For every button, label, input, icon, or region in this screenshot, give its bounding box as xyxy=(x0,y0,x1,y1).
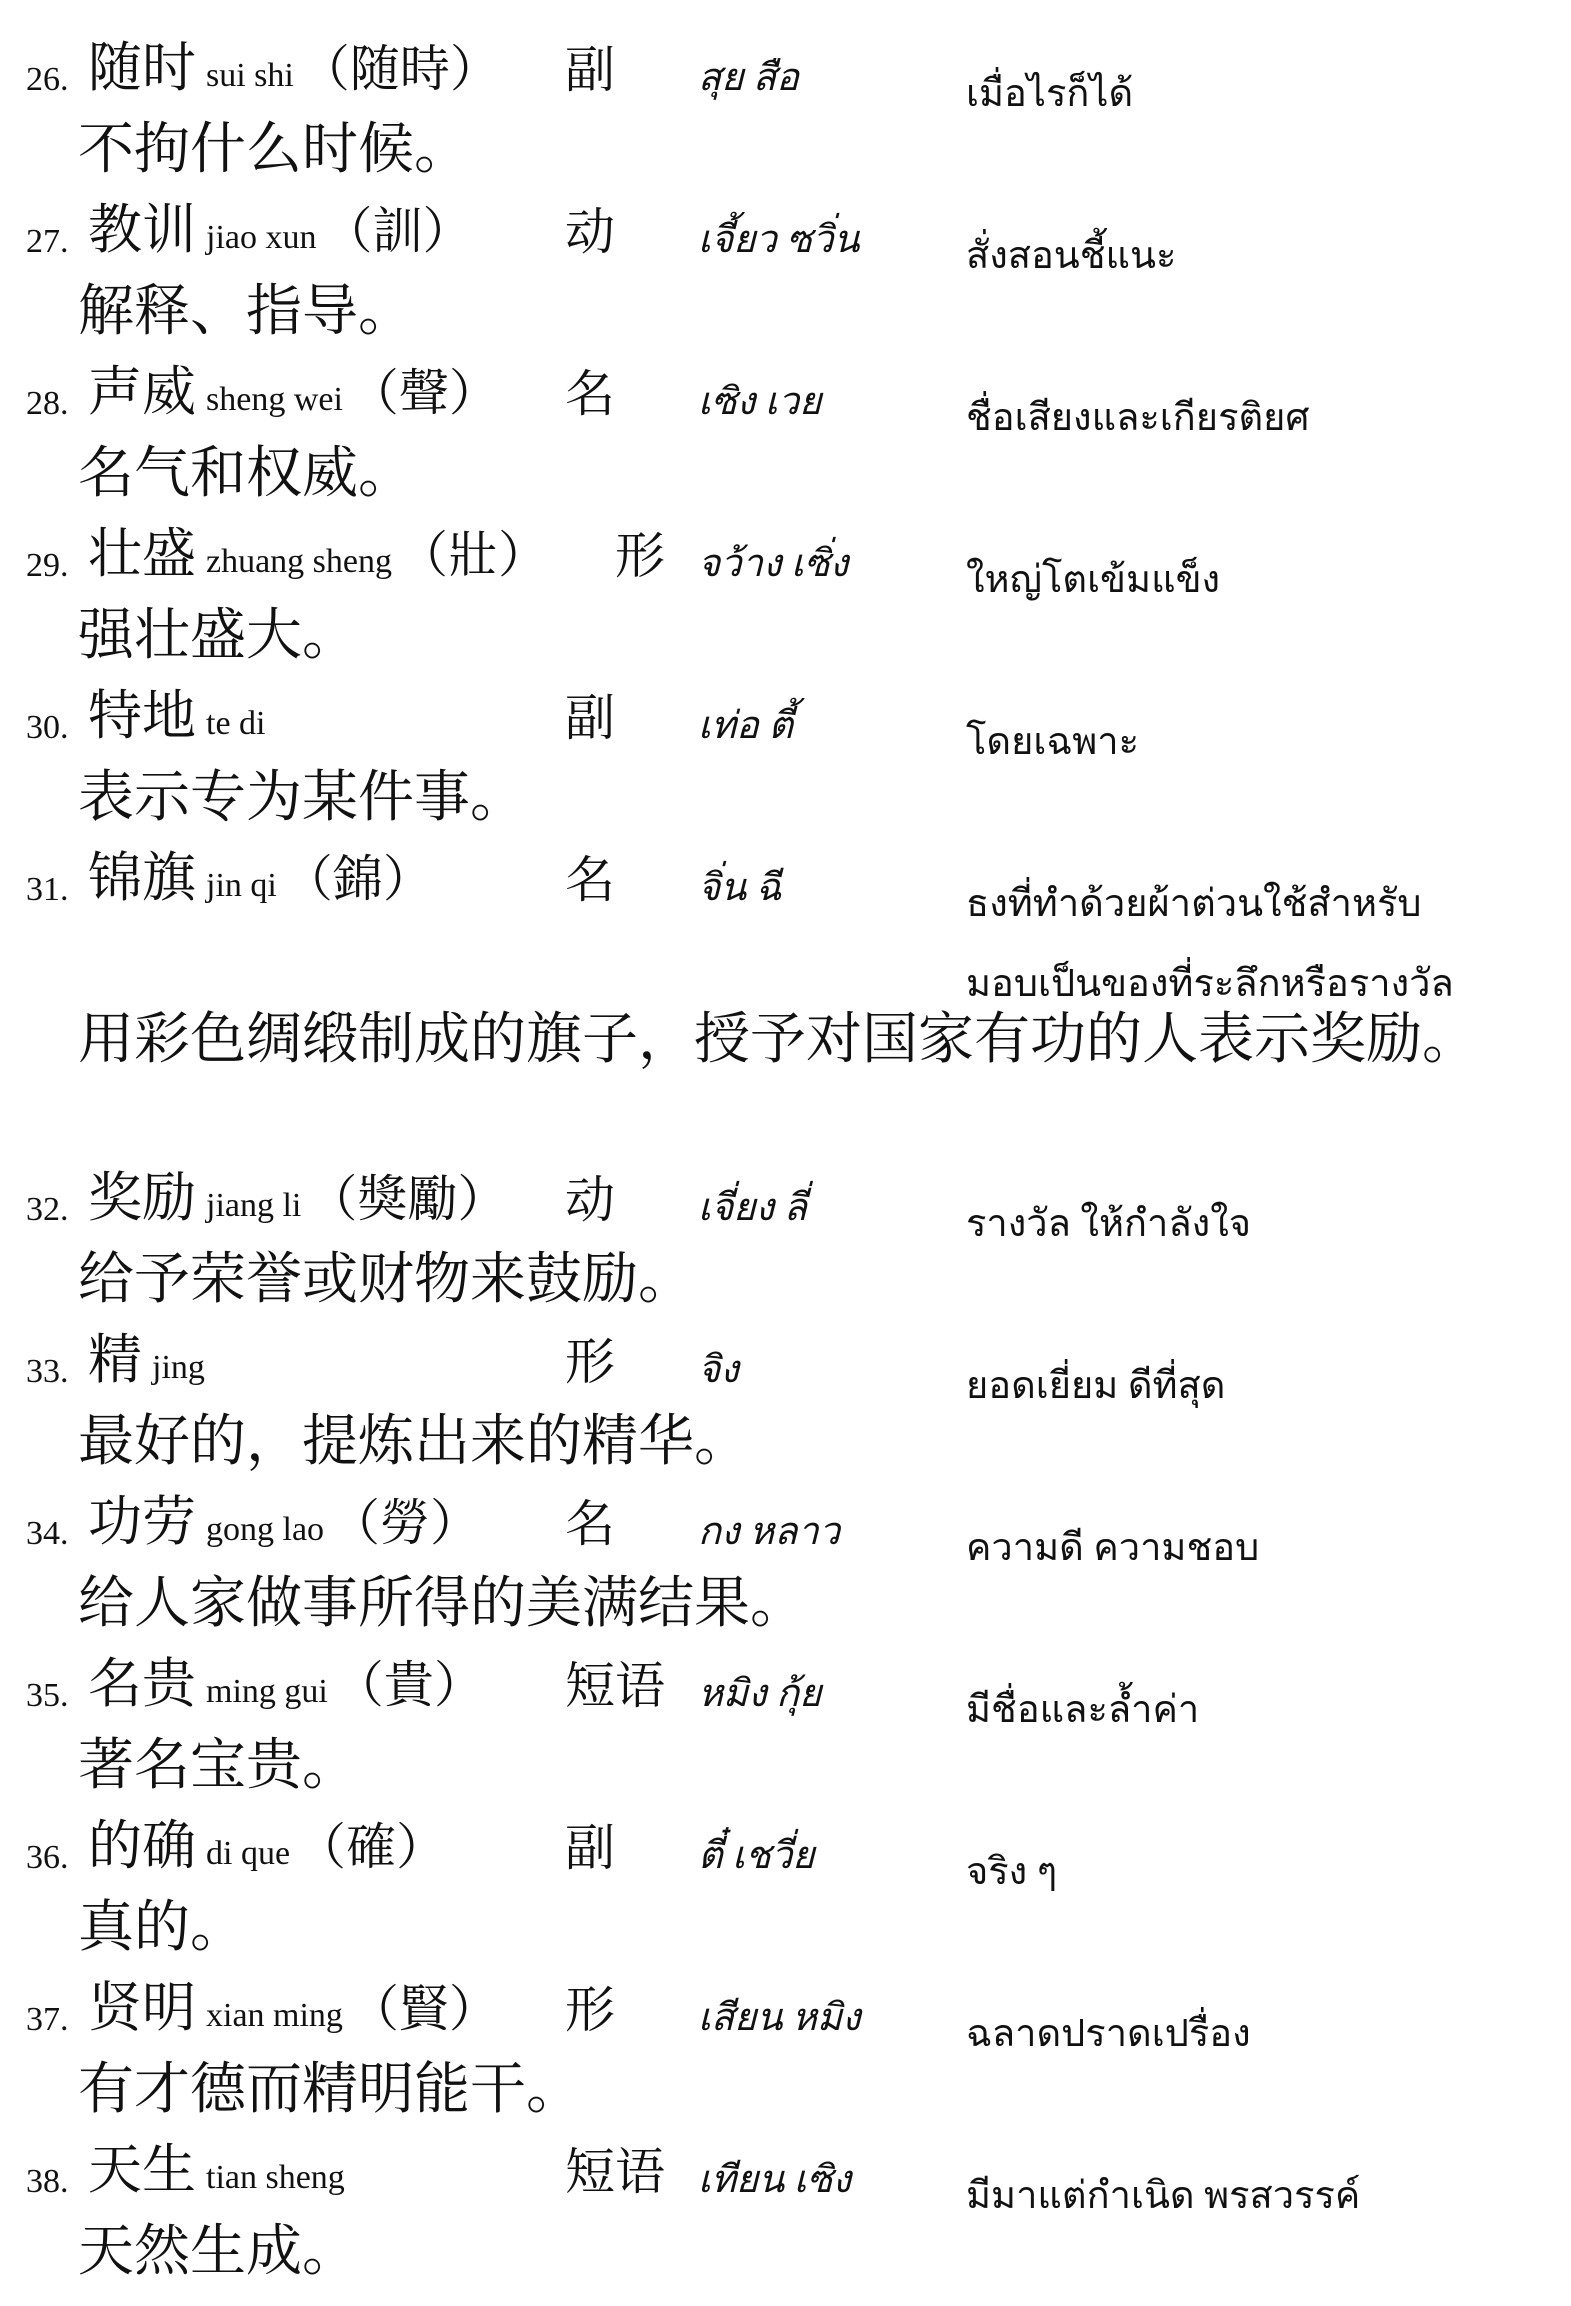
pinyin: zhuang sheng xyxy=(206,543,393,580)
headword xyxy=(88,36,500,108)
entry-37 xyxy=(0,1970,1571,2130)
thai-pronunciation: กง หลาว xyxy=(698,1511,841,1553)
entry-number: 28. xyxy=(26,385,69,422)
headword-text: 功劳 xyxy=(88,1490,196,1553)
entry-number: 30. xyxy=(26,709,69,746)
thai-meaning: จริง ๆ xyxy=(966,1851,1058,1893)
thai-pronunciation: เจี้ยว ซวิ่น xyxy=(698,219,860,261)
entry-32 xyxy=(0,1160,1571,1320)
pinyin: tian sheng xyxy=(206,2159,345,2196)
thai-pronunciation: สุย สือ xyxy=(698,57,799,99)
entry-36 xyxy=(0,1808,1571,1968)
entry-31 xyxy=(0,840,1571,1080)
entry-number: 34. xyxy=(26,1515,69,1552)
thai-meaning: ชื่อเสียงและเกียรติยศ xyxy=(966,397,1310,439)
entry-number: 29. xyxy=(26,547,69,584)
entry-35 xyxy=(0,1646,1571,1806)
entry-34 xyxy=(0,1484,1571,1644)
traditional-form: （勞） xyxy=(330,1494,481,1552)
headword-text: 随时 xyxy=(88,36,196,99)
headword-text: 特地 xyxy=(88,684,196,747)
pinyin: di que xyxy=(206,1835,291,1872)
part-of-speech: 名 xyxy=(565,365,615,423)
part-of-speech: 动 xyxy=(565,1171,615,1229)
headword xyxy=(88,1490,480,1562)
entry-number: 27. xyxy=(26,223,69,260)
entry-26 xyxy=(0,30,1571,190)
thai-pronunciation: เซิง เวย xyxy=(698,381,822,423)
thai-meaning: โดยเฉพาะ xyxy=(966,721,1140,763)
entry-head xyxy=(0,1484,1571,1569)
headword-text: 名贵 xyxy=(88,1652,196,1715)
headword xyxy=(88,846,433,918)
entry-head xyxy=(0,1808,1571,1893)
entry-head xyxy=(0,1646,1571,1731)
definition: 不拘什么时候。 xyxy=(78,117,470,182)
headword-text: 的确 xyxy=(88,1814,196,1877)
traditional-form: （聲） xyxy=(348,364,499,422)
headword xyxy=(88,360,499,432)
pinyin: jing xyxy=(152,1349,205,1386)
traditional-form: （随時） xyxy=(299,40,500,98)
definition: 天然生成。 xyxy=(78,2219,358,2284)
entry-30 xyxy=(0,678,1571,838)
thai-meaning: ยอดเยี่ยม ดีที่สุด xyxy=(966,1365,1226,1407)
thai-pronunciation: จว้าง เซิ่ง xyxy=(698,543,849,585)
pinyin: te di xyxy=(206,705,266,742)
thai-meaning: มีมาแต่กำเนิด พรสวรรค์ xyxy=(966,2175,1361,2217)
entry-head xyxy=(0,30,1571,115)
thai-pronunciation: จิ่น ฉี xyxy=(698,867,782,909)
entry-number: 31. xyxy=(26,871,69,908)
thai-meaning-continued: มอบเป็นของที่ระลึกหรือรางวัล xyxy=(966,963,1454,1005)
entry-head xyxy=(0,2132,1571,2217)
definition: 名气和权威。 xyxy=(78,441,414,506)
thai-pronunciation: เสียน หมิง xyxy=(698,1997,861,2039)
entry-number: 37. xyxy=(26,2001,69,2038)
definition: 真的。 xyxy=(78,1895,246,1960)
part-of-speech: 动 xyxy=(565,203,615,261)
thai-pronunciation: หมิง กุ้ย xyxy=(698,1673,822,1715)
headword-text: 壮盛 xyxy=(88,522,196,585)
headword-text: 声威 xyxy=(88,360,196,423)
part-of-speech: 副 xyxy=(565,689,615,747)
part-of-speech: 形 xyxy=(615,527,665,585)
pinyin: ming gui xyxy=(206,1673,328,1710)
entry-number: 36. xyxy=(26,1839,69,1876)
headword-text: 锦旗 xyxy=(88,846,196,909)
traditional-form: （賢） xyxy=(348,1980,499,2038)
definition: 强壮盛大。 xyxy=(78,603,358,668)
traditional-form: （訓） xyxy=(322,202,473,260)
thai-pronunciation: ตี๋ เชวี่ย xyxy=(698,1835,815,1877)
entry-head xyxy=(0,1970,1571,2055)
thai-pronunciation: เทียน เซิง xyxy=(698,2159,852,2201)
entry-head xyxy=(0,840,1571,1005)
entry-28 xyxy=(0,354,1571,514)
thai-pronunciation: จิง xyxy=(698,1349,739,1391)
entry-head xyxy=(0,192,1571,277)
definition: 给人家做事所得的美满结果。 xyxy=(78,1571,806,1636)
part-of-speech: 名 xyxy=(565,851,615,909)
entry-head xyxy=(0,678,1571,763)
headword xyxy=(88,198,472,270)
pinyin: gong lao xyxy=(206,1511,325,1548)
pinyin: sheng wei xyxy=(206,381,343,418)
entry-head xyxy=(0,354,1571,439)
headword xyxy=(88,1166,507,1238)
entry-27 xyxy=(0,192,1571,352)
thai-pronunciation: เท่อ ตี้ xyxy=(698,705,794,747)
headword xyxy=(88,1976,499,2048)
thai-meaning: มีชื่อและล้ำค่า xyxy=(966,1689,1200,1731)
part-of-speech: 形 xyxy=(565,1333,615,1391)
thai-meaning: ใหญ่โตเข้มแข็ง xyxy=(966,559,1221,601)
pinyin: jin qi xyxy=(206,867,277,904)
entry-38 xyxy=(0,2132,1571,2292)
thai-meaning: ธงที่ทำด้วยผ้าต่วนใช้สำหรับ xyxy=(966,883,1422,925)
traditional-form: （確） xyxy=(296,1818,447,1876)
definition: 解释、指导。 xyxy=(78,279,414,344)
entry-number: 26. xyxy=(26,61,69,98)
headword-text: 教训 xyxy=(88,198,196,261)
thai-meaning: สั่งสอนชี้แนะ xyxy=(966,235,1177,277)
part-of-speech: 形 xyxy=(565,1981,615,2039)
traditional-form: （錦） xyxy=(282,850,433,908)
definition: 表示专为某件事。 xyxy=(78,765,526,830)
traditional-form: （獎勵） xyxy=(307,1170,508,1228)
traditional-form: （貴） xyxy=(333,1656,484,1714)
traditional-form: （壯） xyxy=(398,526,549,584)
definition: 有才德而精明能干。 xyxy=(78,2057,582,2122)
entry-29 xyxy=(0,516,1571,676)
entry-head xyxy=(0,516,1571,601)
headword-text: 贤明 xyxy=(88,1976,196,2039)
part-of-speech: 短语 xyxy=(565,2143,665,2201)
headword xyxy=(88,2138,351,2210)
thai-meaning: เมื่อไรก็ได้ xyxy=(966,73,1134,115)
part-of-speech: 短语 xyxy=(565,1657,665,1715)
thai-meaning: รางวัล ให้กำลังใจ xyxy=(966,1203,1252,1245)
thai-pronunciation: เจี่ยง ลี่ xyxy=(698,1187,807,1229)
headword-text: 奖励 xyxy=(88,1166,196,1229)
thai-meaning: ความดี ความชอบ xyxy=(966,1527,1260,1569)
entry-number: 35. xyxy=(26,1677,69,1714)
definition: 著名宝贵。 xyxy=(78,1733,358,1798)
part-of-speech: 副 xyxy=(565,1819,615,1877)
part-of-speech: 副 xyxy=(565,41,615,99)
entry-number: 38. xyxy=(26,2163,69,2200)
definition: 最好的，提炼出来的精华。 xyxy=(78,1409,750,1474)
entry-head xyxy=(0,1160,1571,1245)
headword-text: 天生 xyxy=(88,2138,196,2201)
pinyin: sui shi xyxy=(206,57,294,94)
entry-head xyxy=(0,1322,1571,1407)
pinyin: jiang li xyxy=(206,1187,302,1224)
entry-33 xyxy=(0,1322,1571,1482)
entry-number: 33. xyxy=(26,1353,69,1390)
headword-text: 精 xyxy=(88,1328,142,1391)
pinyin: xian ming xyxy=(206,1997,343,2034)
pinyin: jiao xun xyxy=(206,219,317,256)
thai-meaning: ฉลาดปราดเปรื่อง xyxy=(966,2013,1251,2055)
headword xyxy=(88,1328,211,1400)
entry-number: 32. xyxy=(26,1191,69,1228)
headword xyxy=(88,1652,484,1724)
headword xyxy=(88,522,548,594)
headword xyxy=(88,1814,446,1886)
headword xyxy=(88,684,271,756)
definition: 用彩色绸缎制成的旗子，授予对国家有功的人表示奖励。 xyxy=(78,1007,1478,1072)
part-of-speech: 名 xyxy=(565,1495,615,1553)
definition: 给予荣誉或财物来鼓励。 xyxy=(78,1247,694,1312)
